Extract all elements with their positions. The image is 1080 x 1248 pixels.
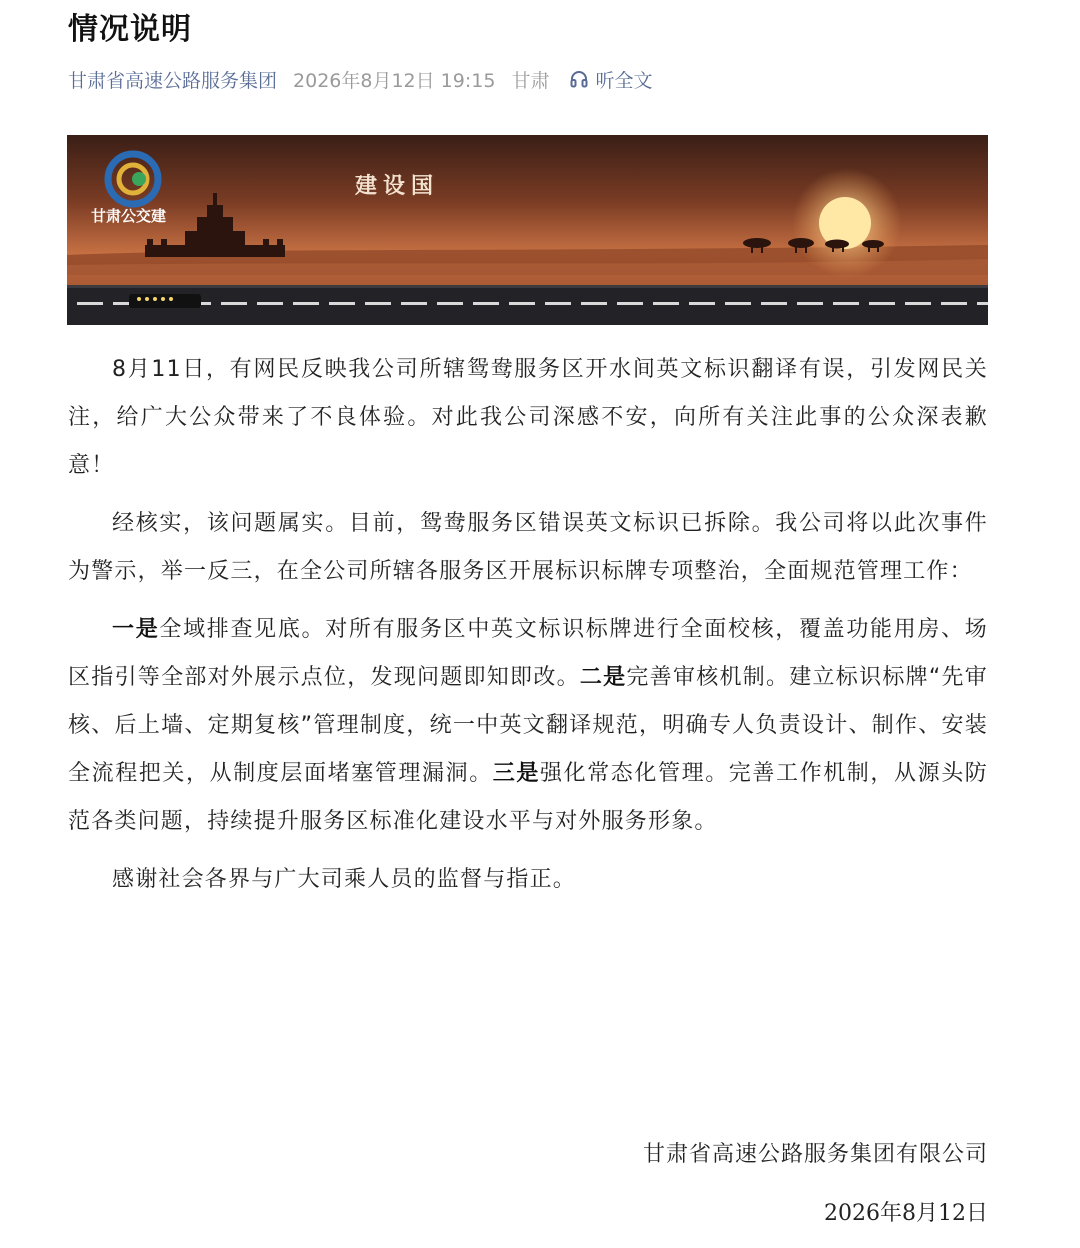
item-1-text: 全域排查见底。对所有服务区中英文标识标牌进行全面校核，覆盖功能用房、场区指引等全部对外展示点位，发现问题即知即改。	[68, 617, 988, 690]
signature-date: 2026年8月12日	[824, 1201, 988, 1226]
listen-button[interactable]	[569, 66, 652, 93]
paragraph-4: 感谢社会各界与广大司乘人员的监督与指正。	[112, 867, 577, 892]
paragraph-1: 8月11日，有网民反映我公司所辖鸳鸯服务区开水间英文标识翻译有误，引发网民关注，给广大公众带来了不良体验。对此我公司深感不安，向所有关注此事的公众深表歉意！	[68, 357, 988, 478]
header-banner-image	[67, 135, 988, 325]
account-name-link[interactable]: 甘肃省高速公路服务集团	[68, 69, 278, 92]
paragraph-2: 经核实，该问题属实。目前，鸳鸯服务区错误英文标识已拆除。我公司将以此次事件为警示，举一反三，在全公司所辖各服务区开展标识标牌专项整治，全面规范管理工作：	[68, 511, 988, 584]
listen-label: 听全文	[595, 69, 653, 92]
item-2-text: 完善审核机制。建立标识标牌“先审核、后上墙、定期复核”管理制度，统一中英文翻译规范，明确专人负责设计、制作、安装全流程把关，从制度层面堵塞管理漏洞。	[68, 665, 988, 786]
article-body	[68, 346, 988, 914]
signature-organization: 甘肃省高速公路服务集团有限公司	[642, 1142, 988, 1167]
banner-logo-text: 甘肃公交建	[91, 207, 167, 225]
item-1-lead: 一是	[112, 617, 160, 642]
publish-region: 甘肃	[511, 69, 550, 92]
publish-time: 2026年8月12日 19:15	[293, 69, 496, 92]
item-3-text: 强化常态化管理。完善工作机制，从源头防范各类问题，持续提升服务区标准化建设水平与对外服务形象。	[68, 761, 988, 834]
article-meta	[68, 64, 652, 94]
article-title: 情况说明	[68, 12, 192, 47]
banner-slogan: 建设国	[355, 173, 440, 199]
item-3-lead: 三是	[492, 761, 540, 786]
headphones-icon	[569, 69, 589, 89]
item-2-lead: 二是	[579, 665, 627, 690]
paragraph-3	[68, 606, 988, 846]
